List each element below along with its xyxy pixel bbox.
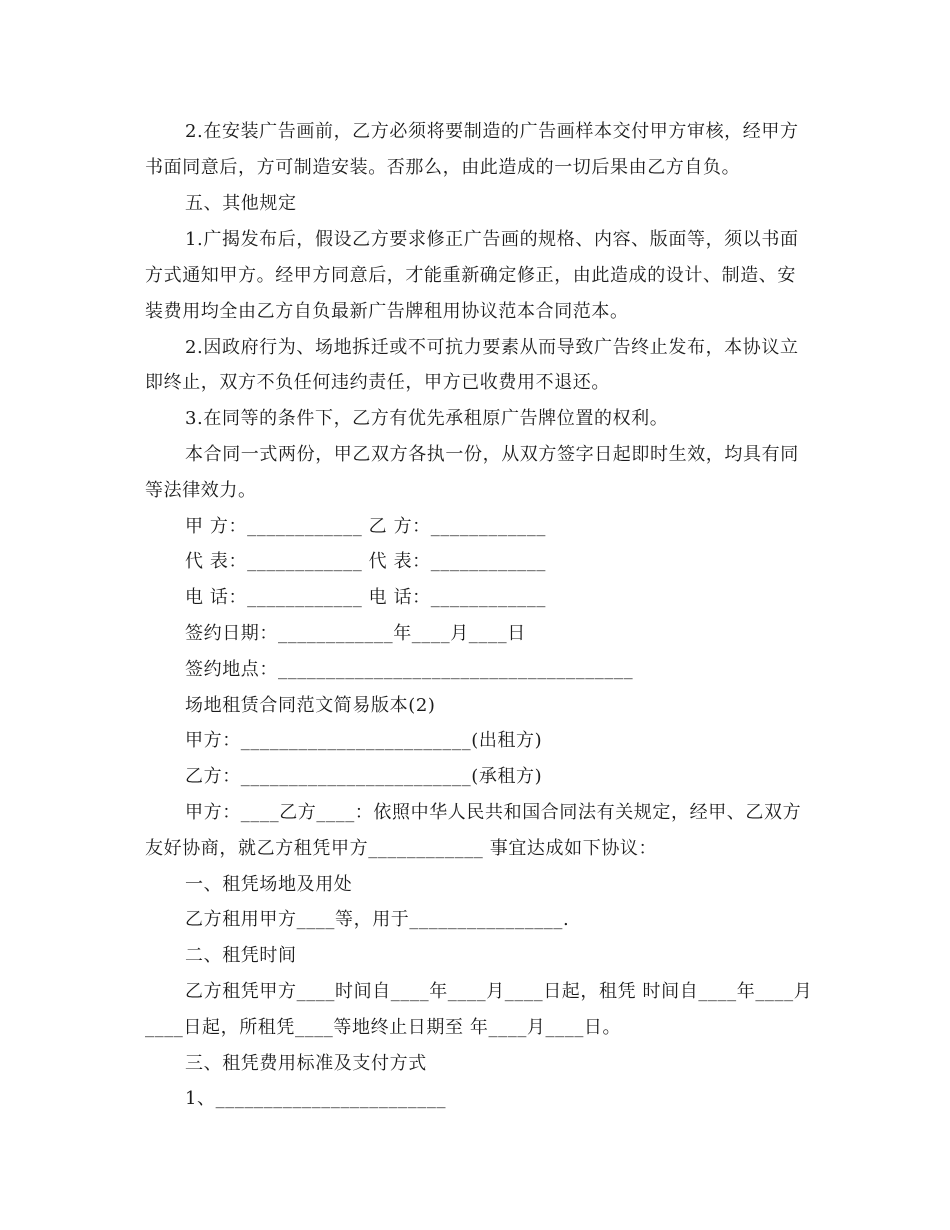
- paragraph-line: 方式通知甲方。经甲方同意后，才能重新确定修正，由此造成的设计、制造、安: [145, 265, 796, 286]
- paragraph-line: 乙方租凭甲方____时间自____年____月____日起，租凭 时间自____年____月: [185, 981, 813, 1002]
- document-title: 场地租赁合同范文简易版本(2): [185, 695, 436, 716]
- section-heading: 五、其他规定: [185, 193, 297, 214]
- paragraph-line: 乙方租用甲方____等，用于________________.: [185, 909, 570, 930]
- paragraph-line: 1.广揭发布后，假设乙方要求修正广告画的规格、内容、版面等，须以书面: [185, 229, 799, 250]
- paragraph-line: 即终止，双方不负任何违约责任，甲方已收费用不退还。: [145, 372, 610, 393]
- section-heading: 二、租凭时间: [185, 945, 297, 966]
- section-heading: 三、租凭费用标准及支付方式: [185, 1053, 427, 1074]
- signing-date-line: 签约日期：____________年____月____日: [185, 623, 526, 644]
- paragraph-line: 3.在同等的条件下，乙方有优先承租原广告牌位置的权利。: [185, 408, 669, 429]
- paragraph-line: 友好协商，就乙方租凭甲方____________ 事宜达成如下协议：: [145, 838, 658, 859]
- paragraph-line: 2.在安装广告画前，乙方必须将要制造的广告画样本交付甲方审核，经甲方: [185, 121, 799, 142]
- signature-line-party: 甲 方：____________ 乙 方：____________: [185, 516, 546, 537]
- party-b-line: 乙方：________________________(承租方): [185, 766, 543, 787]
- paragraph-line: 本合同一式两份，甲乙双方各执一份，从双方签字日起即时生效，均具有同: [185, 444, 799, 465]
- signing-place-line: 签约地点：_____________________________________: [185, 659, 634, 680]
- signature-line-phone: 电 话：____________ 电 话：____________: [185, 587, 546, 608]
- paragraph-line: 书面同意后，方可制造安装。否那么，由此造成的一切后果由乙方自负。: [145, 157, 741, 178]
- paragraph-line: 2.因政府行为、场地拆迁或不可抗力要素从而导致广告终止发布，本协议立: [185, 337, 799, 358]
- section-heading: 一、租凭场地及用处: [185, 874, 353, 895]
- paragraph-line: 甲方：____乙方____：依照中华人民共和国合同法有关规定，经甲、乙双方: [185, 802, 802, 823]
- paragraph-line: ____日起，所租凭____等地终止日期至 年____月____日。: [145, 1017, 622, 1038]
- party-a-line: 甲方：________________________(出租方): [185, 730, 543, 751]
- numbered-item: 1、________________________: [185, 1088, 447, 1109]
- signature-line-representative: 代 表：____________ 代 表：____________: [185, 551, 546, 572]
- paragraph-line: 装费用均全由乙方自负最新广告牌租用协议范本合同范本。: [145, 301, 629, 322]
- paragraph-line: 等法律效力。: [145, 480, 257, 501]
